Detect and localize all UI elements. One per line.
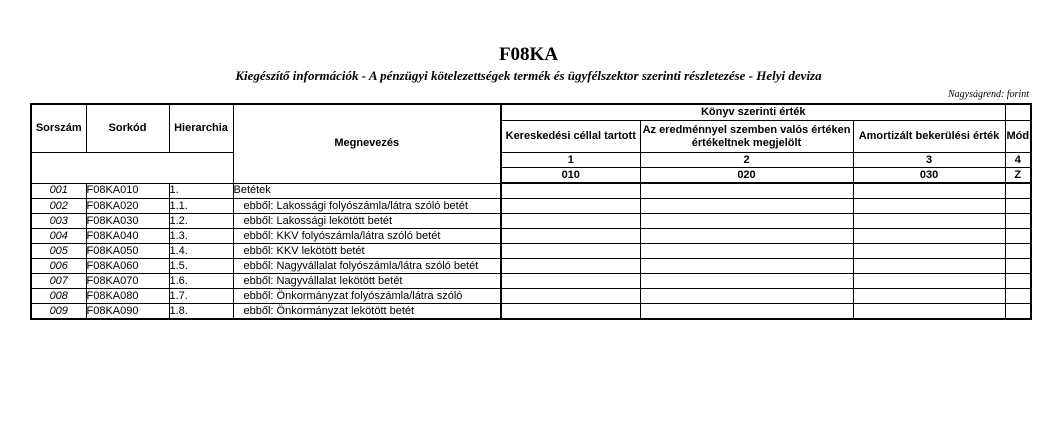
cell-mod[interactable] [1005, 183, 1031, 199]
row-name: ebből: Nagyvállalat folyószámla/látra szóló betét [233, 259, 501, 274]
cell-030[interactable] [853, 304, 1005, 320]
cell-010[interactable] [501, 244, 640, 259]
row-name: ebből: Lakossági lekötött betét [233, 214, 501, 229]
cell-mod[interactable] [1005, 214, 1031, 229]
row-number: 003 [31, 214, 86, 229]
header-group-konyv: Könyv szerinti érték [501, 104, 1005, 121]
cell-mod[interactable] [1005, 244, 1031, 259]
cell-010[interactable] [501, 183, 640, 199]
header-num3: 3 [853, 153, 1005, 168]
cell-030[interactable] [853, 244, 1005, 259]
header-code4: Z [1005, 168, 1031, 184]
row-code: F08KA030 [86, 214, 169, 229]
header-hierarchia: Hierarchia [169, 104, 233, 153]
cell-mod[interactable] [1005, 199, 1031, 214]
row-number: 009 [31, 304, 86, 320]
header-megnevezes: Megnevezés [233, 104, 501, 183]
cell-030[interactable] [853, 183, 1005, 199]
row-hierarchy: 1.3. [169, 229, 233, 244]
row-name: ebből: Lakossági folyószámla/látra szóló betét [233, 199, 501, 214]
cell-030[interactable] [853, 214, 1005, 229]
header-sorkod: Sorkód [86, 104, 169, 153]
cell-030[interactable] [853, 289, 1005, 304]
row-hierarchy: 1.7. [169, 289, 233, 304]
row-name: Betétek [233, 183, 501, 199]
row-hierarchy: 1.4. [169, 244, 233, 259]
row-hierarchy: 1.8. [169, 304, 233, 320]
row-code: F08KA070 [86, 274, 169, 289]
cell-020[interactable] [640, 259, 853, 274]
row-code: F08KA060 [86, 259, 169, 274]
header-col1: Kereskedési céllal tartott [501, 121, 640, 153]
row-code: F08KA090 [86, 304, 169, 320]
row-number: 002 [31, 199, 86, 214]
cell-030[interactable] [853, 259, 1005, 274]
cell-010[interactable] [501, 304, 640, 320]
row-hierarchy: 1.1. [169, 199, 233, 214]
row-hierarchy: 1.6. [169, 274, 233, 289]
cell-mod[interactable] [1005, 259, 1031, 274]
row-number: 004 [31, 229, 86, 244]
cell-020[interactable] [640, 274, 853, 289]
table-row [31, 259, 1031, 274]
table-row [31, 289, 1031, 304]
cell-020[interactable] [640, 244, 853, 259]
row-code: F08KA020 [86, 199, 169, 214]
row-hierarchy: 1. [169, 183, 233, 199]
form-subtitle: Kiegészítő információk - A pénzügyi kötelezettségek termék és ügyfélszektor szerinti részletezése - Helyi deviza [235, 68, 822, 83]
cell-020[interactable] [640, 229, 853, 244]
cell-010[interactable] [501, 289, 640, 304]
row-number: 005 [31, 244, 86, 259]
row-code: F08KA010 [86, 183, 169, 199]
row-name: ebből: Önkormányzat folyószámla/látra szóló [233, 289, 501, 304]
header-num4: 4 [1005, 153, 1031, 168]
row-code: F08KA080 [86, 289, 169, 304]
row-hierarchy: 1.5. [169, 259, 233, 274]
cell-020[interactable] [640, 214, 853, 229]
header-left-blank [31, 153, 233, 184]
cell-010[interactable] [501, 214, 640, 229]
row-number: 008 [31, 289, 86, 304]
header-col4: Mód [1005, 121, 1031, 153]
row-number: 006 [31, 259, 86, 274]
cell-mod[interactable] [1005, 229, 1031, 244]
cell-010[interactable] [501, 274, 640, 289]
cell-mod[interactable] [1005, 274, 1031, 289]
table-row [31, 214, 1031, 229]
cell-030[interactable] [853, 199, 1005, 214]
cell-020[interactable] [640, 199, 853, 214]
row-code: F08KA040 [86, 229, 169, 244]
header-col3: Amortizált bekerülési érték [853, 121, 1005, 153]
cell-020[interactable] [640, 289, 853, 304]
table-row [31, 244, 1031, 259]
table-row [31, 199, 1031, 214]
row-name: ebből: Nagyvállalat lekötött betét [233, 274, 501, 289]
cell-030[interactable] [853, 229, 1005, 244]
cell-mod[interactable] [1005, 304, 1031, 320]
cell-010[interactable] [501, 259, 640, 274]
table-row [31, 304, 1031, 320]
table-row [31, 229, 1031, 244]
row-name: ebből: KKV folyószámla/látra szóló betét [233, 229, 501, 244]
cell-020[interactable] [640, 183, 853, 199]
header-num1: 1 [501, 153, 640, 168]
unit-note: Nagyságrend: forint [947, 89, 1029, 100]
row-code: F08KA050 [86, 244, 169, 259]
row-number: 001 [31, 183, 86, 199]
row-name: ebből: KKV lekötött betét [233, 244, 501, 259]
header-num2: 2 [640, 153, 853, 168]
header-sorszam: Sorszám [31, 104, 86, 153]
header-code1: 010 [501, 168, 640, 184]
row-hierarchy: 1.2. [169, 214, 233, 229]
cell-020[interactable] [640, 304, 853, 320]
header-col2: Az eredménnyel szemben valós értéken értékeltnek megjelölt [640, 121, 853, 153]
table-row [31, 183, 1031, 199]
header-blank [1005, 104, 1031, 121]
cell-030[interactable] [853, 274, 1005, 289]
header-code3: 030 [853, 168, 1005, 184]
cell-010[interactable] [501, 229, 640, 244]
table-row [31, 274, 1031, 289]
row-name: ebből: Önkormányzat lekötött betét [233, 304, 501, 320]
header-code2: 020 [640, 168, 853, 184]
cell-010[interactable] [501, 199, 640, 214]
row-number: 007 [31, 274, 86, 289]
report-table [30, 103, 1032, 320]
cell-mod[interactable] [1005, 289, 1031, 304]
form-title: F08KA [498, 44, 559, 65]
